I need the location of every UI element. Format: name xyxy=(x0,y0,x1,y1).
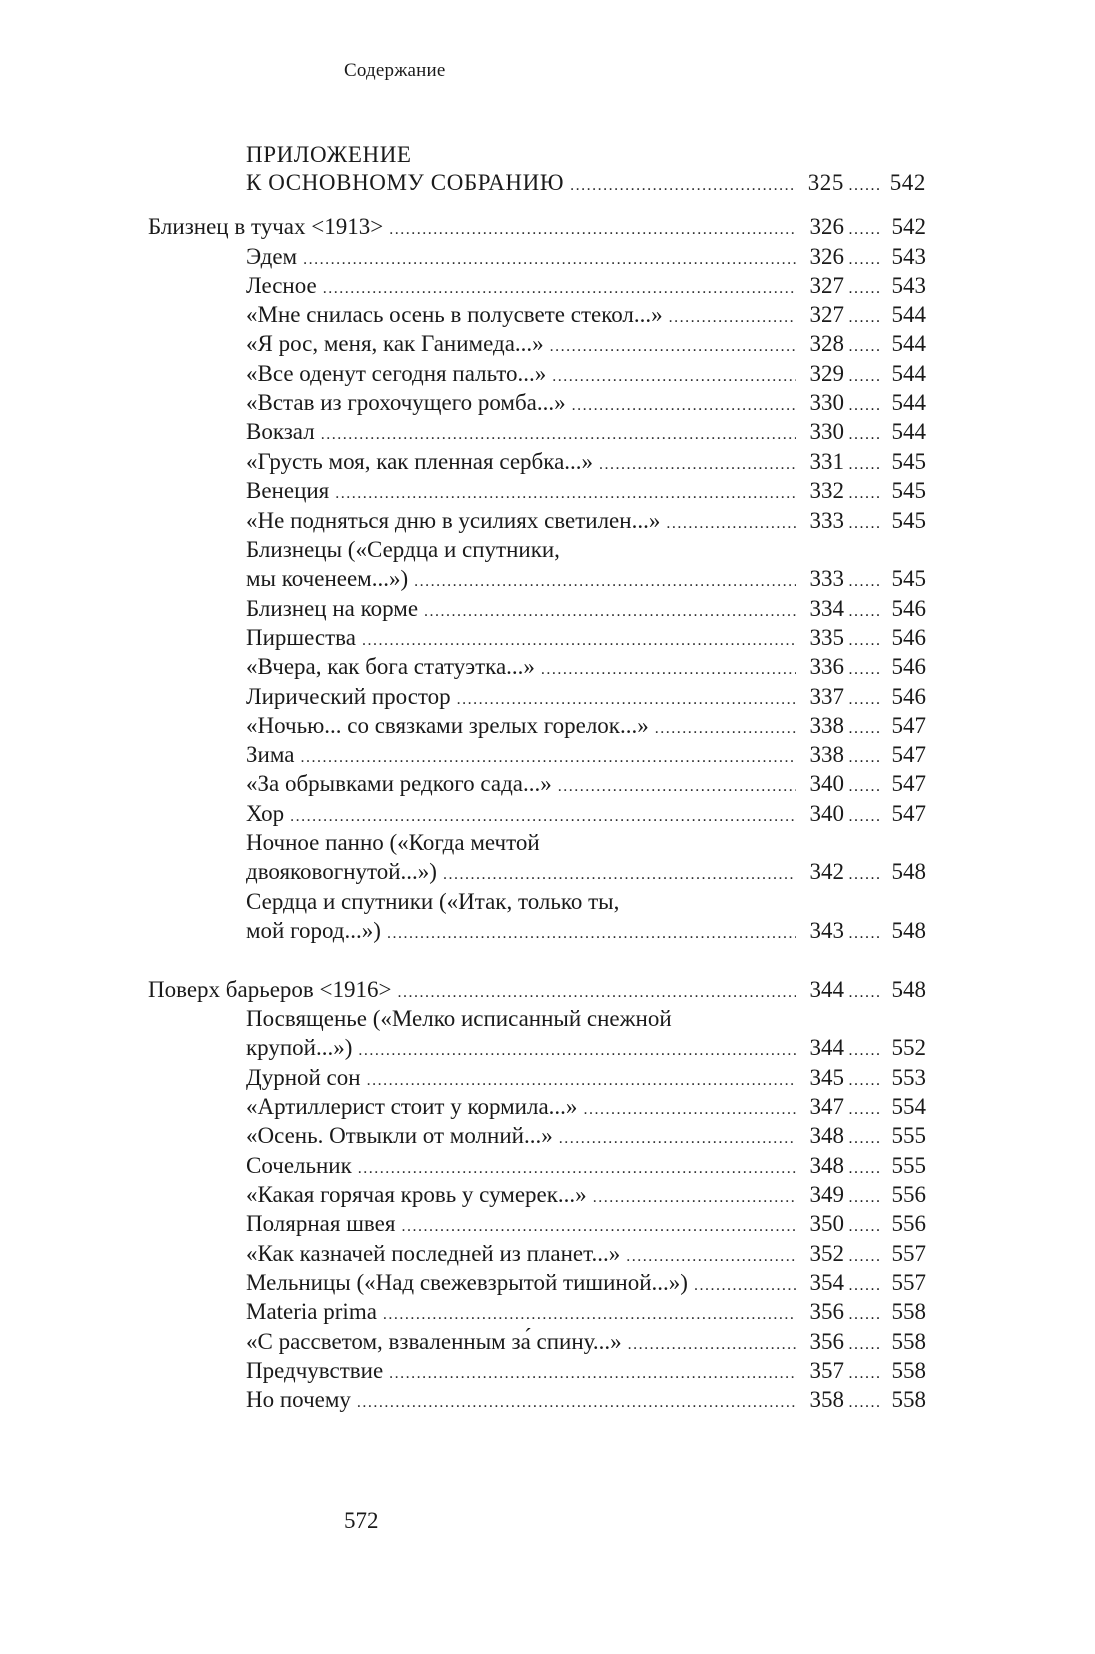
toc-entry-title-line1: Ночное панно («Когда мечтой xyxy=(246,830,540,855)
page-separator xyxy=(844,720,886,738)
dot-leader xyxy=(367,1072,796,1090)
toc-part-heading xyxy=(148,977,926,1003)
dot-leader xyxy=(300,749,796,767)
page-separator xyxy=(844,1218,886,1236)
toc-entry-title: двояковогнутой...») xyxy=(246,859,437,884)
toc-entry-title-line1: Близнецы («Сердца и спутники, xyxy=(246,537,560,562)
dot-leader xyxy=(593,1189,796,1207)
page-separator xyxy=(844,1101,886,1119)
toc-entry xyxy=(246,1182,926,1208)
page-number-second: 558 xyxy=(891,1329,926,1354)
page-separator xyxy=(844,1277,886,1295)
page-number-second: 544 xyxy=(891,302,926,327)
dot-leader xyxy=(666,515,796,533)
toc-entry-title: мы коченеем...») xyxy=(246,566,409,591)
page-number-first: 352 xyxy=(809,1241,844,1266)
toc-entry-title: Но почему xyxy=(246,1387,351,1412)
toc-entry-title: Предчувствие xyxy=(246,1358,384,1383)
dot-leader xyxy=(626,1248,796,1266)
dot-leader xyxy=(335,485,796,503)
dot-leader xyxy=(323,280,796,298)
page-number: 572 xyxy=(344,1508,379,1533)
toc-entry-title: Лесное xyxy=(246,273,317,298)
page-number-second: 558 xyxy=(891,1387,926,1412)
page-number-second: 545 xyxy=(891,566,926,591)
toc-entry-title: «С рассветом, взваленным за́ спину...» xyxy=(246,1329,622,1354)
page-number-first: 347 xyxy=(809,1094,844,1119)
toc-entry xyxy=(246,1241,926,1267)
page-separator xyxy=(844,309,886,327)
dot-leader xyxy=(383,1306,796,1324)
page-number-first: 325 xyxy=(807,170,844,195)
page-number-first: 327 xyxy=(809,302,844,327)
toc-entry-title: мой город...») xyxy=(246,918,381,943)
page-number-first: 326 xyxy=(809,214,844,239)
dot-leader xyxy=(457,691,796,709)
toc-entry-title: «Не подняться дню в усилиях светилен...» xyxy=(246,508,661,533)
toc-entry xyxy=(246,478,926,504)
toc-entry xyxy=(246,1387,926,1413)
toc-entry-title: Мельницы («Над свежевзрытой тишиной...») xyxy=(246,1270,688,1295)
page-number-first: 326 xyxy=(809,244,844,269)
page-separator xyxy=(844,426,886,444)
toc-entry xyxy=(246,859,926,885)
dot-leader xyxy=(397,984,796,1002)
dot-leader xyxy=(583,1101,796,1119)
page-separator xyxy=(844,280,886,298)
page-separator xyxy=(844,456,886,474)
dot-leader xyxy=(358,1160,796,1178)
toc-entry xyxy=(246,801,926,827)
page-number-first: 330 xyxy=(809,390,844,415)
dot-leader xyxy=(669,309,796,327)
toc-entry xyxy=(246,1299,926,1325)
toc-entry xyxy=(246,918,926,944)
toc-entry xyxy=(246,244,926,270)
dot-leader xyxy=(572,397,796,415)
page-number-second: 544 xyxy=(891,419,926,444)
page-separator xyxy=(844,573,886,591)
dot-leader xyxy=(414,573,796,591)
toc-entry-title: «Вчера, как бога статуэтка...» xyxy=(246,654,535,679)
toc-entry-title: Близнец на корме xyxy=(246,596,419,621)
page-number-first: 357 xyxy=(809,1358,844,1383)
dot-leader xyxy=(541,661,796,679)
dot-leader xyxy=(358,1042,796,1060)
page-number-second: 546 xyxy=(891,596,926,621)
page-number-first: 328 xyxy=(809,331,844,356)
toc-entry-title: «Грусть моя, как пленная сербка...» xyxy=(246,449,594,474)
toc-entry-title: «Осень. Отвыкли от молний...» xyxy=(246,1123,553,1148)
page-number-second: 555 xyxy=(891,1123,926,1148)
page-number-second: 542 xyxy=(891,214,926,239)
page-number-second: 554 xyxy=(891,1094,926,1119)
toc-entry xyxy=(246,742,926,768)
toc-entry-title: Эдем xyxy=(246,244,298,269)
page-number-first: 344 xyxy=(809,1035,844,1060)
dot-leader xyxy=(628,1336,796,1354)
page-number-first: 344 xyxy=(809,977,844,1002)
toc-entry-title: «Мне снилась осень в полусвете стекол...» xyxy=(246,302,663,327)
toc-entry xyxy=(246,273,926,299)
page-number-first: 340 xyxy=(809,771,844,796)
dot-leader xyxy=(443,866,796,884)
page-number-first: 327 xyxy=(809,273,844,298)
page-number-second: 545 xyxy=(891,478,926,503)
page-number-first: 345 xyxy=(809,1065,844,1090)
page-number-first: 348 xyxy=(809,1123,844,1148)
toc-entry xyxy=(246,771,926,797)
page-separator xyxy=(844,603,886,621)
dot-leader xyxy=(552,368,796,386)
dot-leader xyxy=(321,426,796,444)
page-number-first: 340 xyxy=(809,801,844,826)
page-number-second: 546 xyxy=(891,625,926,650)
section-heading-line1: ПРИЛОЖЕНИЕ xyxy=(246,142,412,167)
dot-leader xyxy=(387,925,796,943)
page-separator xyxy=(844,778,886,796)
page-number-second: 556 xyxy=(891,1182,926,1207)
toc-entry-title: «Артиллерист стоит у кормила...» xyxy=(246,1094,578,1119)
page-separator xyxy=(844,749,886,767)
page-number-second: 544 xyxy=(891,390,926,415)
page-separator xyxy=(844,251,886,269)
toc-entry xyxy=(246,1270,926,1296)
toc-entry-title: Зима xyxy=(246,742,295,767)
page-separator xyxy=(844,338,886,356)
dot-leader xyxy=(290,808,796,826)
page-number-first: 334 xyxy=(809,596,844,621)
toc-entry xyxy=(246,596,926,622)
page-separator xyxy=(844,691,886,709)
toc-entry-title: Materia prima xyxy=(246,1299,377,1324)
page-number-second: 547 xyxy=(891,771,926,796)
toc-entry-title: Дурной сон xyxy=(246,1065,361,1090)
dot-leader xyxy=(424,603,796,621)
page-separator xyxy=(844,632,886,650)
dot-leader xyxy=(599,456,796,474)
toc-entry xyxy=(246,1153,926,1179)
page-number-first: 349 xyxy=(809,1182,844,1207)
page-separator xyxy=(844,808,886,826)
toc-entry xyxy=(246,449,926,475)
toc-entry xyxy=(246,1065,926,1091)
toc-entry xyxy=(246,713,926,739)
page-number-first: 331 xyxy=(809,449,844,474)
page-number-second: 557 xyxy=(891,1241,926,1266)
page-separator xyxy=(844,1306,886,1324)
page-separator xyxy=(844,1072,886,1090)
toc-entry xyxy=(246,684,926,710)
page-separator xyxy=(844,1394,886,1412)
page-number-first: 337 xyxy=(809,684,844,709)
dot-leader xyxy=(655,720,796,738)
page-number-second: 555 xyxy=(891,1153,926,1178)
toc-entry-title: Лирический простор xyxy=(246,684,451,709)
toc-entry-title: «Какая горячая кровь у сумерек...» xyxy=(246,1182,587,1207)
toc-entry-title: Хор xyxy=(246,801,285,826)
toc-entry xyxy=(246,361,926,387)
page-number-first: 333 xyxy=(809,508,844,533)
toc-entry-title: Пиршества xyxy=(246,625,356,650)
page-separator xyxy=(844,221,886,239)
running-header: Содержание xyxy=(344,60,446,81)
dot-leader xyxy=(389,221,796,239)
toc-entry-title: «За обрывками редкого сада...» xyxy=(246,771,552,796)
page-number-second: 543 xyxy=(891,273,926,298)
page-number-second: 542 xyxy=(889,170,926,195)
toc-entry xyxy=(246,625,926,651)
page-number-second: 557 xyxy=(891,1270,926,1295)
toc-entry xyxy=(246,331,926,357)
page-number-first: 356 xyxy=(809,1329,844,1354)
page-separator xyxy=(844,397,886,415)
page-number-second: 546 xyxy=(891,684,926,709)
toc-entry xyxy=(246,1035,926,1061)
dot-leader xyxy=(357,1394,796,1412)
page-number-first: 332 xyxy=(809,478,844,503)
toc-part-heading xyxy=(148,214,926,240)
page-number-second: 548 xyxy=(891,918,926,943)
toc-entry-title-line1: Посвященье («Мелко исписанный снежной xyxy=(246,1006,672,1031)
toc-entry-title: Венеция xyxy=(246,478,330,503)
page-number-first: 335 xyxy=(809,625,844,650)
page-separator xyxy=(844,1248,886,1266)
dot-leader xyxy=(389,1365,796,1383)
page-number-second: 547 xyxy=(891,742,926,767)
page-number-first: 350 xyxy=(809,1211,844,1236)
page-number-second: 556 xyxy=(891,1211,926,1236)
toc-entry-title-line1: Сердца и спутники («Итак, только ты, xyxy=(246,889,620,914)
page-separator xyxy=(844,1365,886,1383)
toc-entry xyxy=(246,1094,926,1120)
page-separator xyxy=(844,1189,886,1207)
toc-entry-title: «Ночью... со связками зрелых горелок...» xyxy=(246,713,649,738)
dot-leader xyxy=(362,632,796,650)
page-number-second: 545 xyxy=(891,449,926,474)
page-separator xyxy=(844,1042,886,1060)
page-number-second: 547 xyxy=(891,713,926,738)
toc-entry xyxy=(246,1123,926,1149)
toc-entry-title: Близнец в тучах <1913> xyxy=(148,214,384,239)
page-number-first: 338 xyxy=(809,713,844,738)
page-separator xyxy=(844,1336,886,1354)
toc-entry-title: Полярная швея xyxy=(246,1211,396,1236)
page-number-first: 336 xyxy=(809,654,844,679)
page-separator xyxy=(844,485,886,503)
page-number-second: 544 xyxy=(891,331,926,356)
page-separator xyxy=(844,661,886,679)
dot-leader xyxy=(558,778,796,796)
toc-entry xyxy=(246,1329,926,1355)
page-number-second: 544 xyxy=(891,361,926,386)
page-number-first: 343 xyxy=(809,918,844,943)
page-number-first: 333 xyxy=(809,566,844,591)
toc-entry-title: «Встав из грохочущего ромба...» xyxy=(246,390,566,415)
page-separator xyxy=(844,925,886,943)
page-number-second: 558 xyxy=(891,1358,926,1383)
page-number-first: 358 xyxy=(809,1387,844,1412)
toc-entry xyxy=(246,302,926,328)
dot-leader xyxy=(694,1277,796,1295)
toc-entry xyxy=(246,390,926,416)
page-number-second: 547 xyxy=(891,801,926,826)
page-number-first: 330 xyxy=(809,419,844,444)
page-number-first: 338 xyxy=(809,742,844,767)
section-title-text: К ОСНОВНОМУ СОБРАНИЮ xyxy=(246,170,565,195)
dot-leader xyxy=(550,338,796,356)
page-separator xyxy=(844,368,886,386)
page-number-second: 553 xyxy=(891,1065,926,1090)
dot-leader xyxy=(401,1218,796,1236)
page-number-second: 548 xyxy=(891,859,926,884)
toc-entry-title: крупой...») xyxy=(246,1035,353,1060)
page-number-first: 342 xyxy=(809,859,844,884)
toc-entry-title: Поверх барьеров <1916> xyxy=(148,977,392,1002)
page-number-first: 329 xyxy=(809,361,844,386)
page-number-second: 552 xyxy=(891,1035,926,1060)
dot-leader xyxy=(559,1130,796,1148)
toc-entry xyxy=(246,654,926,680)
toc-entry xyxy=(246,419,926,445)
page-number-first: 348 xyxy=(809,1153,844,1178)
toc-entry xyxy=(246,1211,926,1237)
page-number-second: 545 xyxy=(891,508,926,533)
page-separator xyxy=(844,866,886,884)
toc-entry-title: «Как казначей последней из планет...» xyxy=(246,1241,621,1266)
toc-entry-title: Вокзал xyxy=(246,419,315,444)
page-separator xyxy=(844,1130,886,1148)
page-number-second: 546 xyxy=(891,654,926,679)
toc-entry-title: «Все оденут сегодня пальто...» xyxy=(246,361,547,386)
page-number-second: 543 xyxy=(891,244,926,269)
page-number-first: 354 xyxy=(809,1270,844,1295)
toc-entry-title: «Я рос, меня, как Ганимеда...» xyxy=(246,331,544,356)
page-separator xyxy=(844,984,886,1002)
page-number-first: 356 xyxy=(809,1299,844,1324)
toc-entry xyxy=(246,566,926,592)
toc-entry xyxy=(246,508,926,534)
toc-entry xyxy=(246,1358,926,1384)
toc-entry-title: Сочельник xyxy=(246,1153,352,1178)
dot-leader xyxy=(303,251,796,269)
page-number-second: 548 xyxy=(891,977,926,1002)
page-separator xyxy=(844,1160,886,1178)
page-number-second: 558 xyxy=(891,1299,926,1324)
page-separator xyxy=(844,515,886,533)
